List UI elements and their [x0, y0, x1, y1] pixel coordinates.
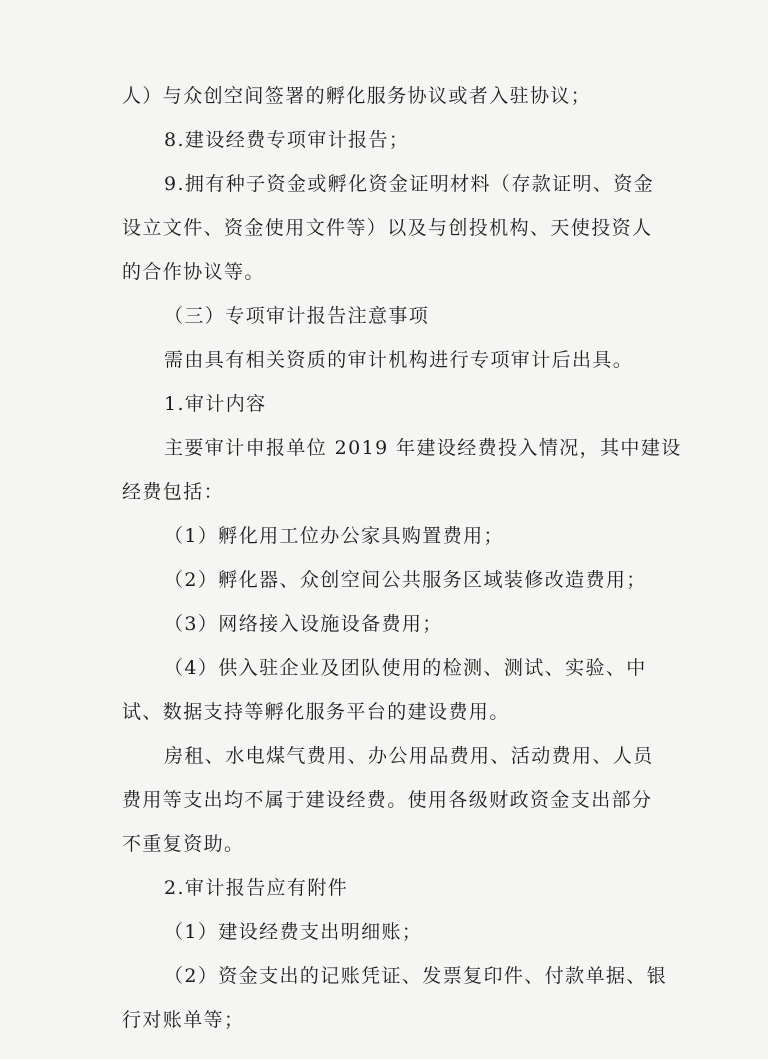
- text-line: 行对账单等；: [122, 1009, 245, 1031]
- text-line: 人）与众创空间签署的孵化服务协议或者入驻协议；: [122, 85, 592, 107]
- section-heading: （三）专项审计报告注意事项: [164, 305, 430, 327]
- text-line: 需由具有相关资质的审计机构进行专项审计后出具。: [164, 349, 634, 371]
- text-line: 费用等支出均不属于建设经费。使用各级财政资金支出部分: [122, 789, 653, 811]
- text-line: 不重复资助。: [122, 833, 245, 855]
- text-line: 8.建设经费专项审计报告；: [164, 129, 410, 151]
- list-item: （4）供入驻企业及团队使用的检测、测试、实验、中: [164, 657, 647, 679]
- text-line: 设立文件、资金使用文件等）以及与创投机构、天使投资人: [122, 217, 653, 239]
- list-item: （2）孵化器、众创空间公共服务区域装修改造费用；: [164, 569, 647, 591]
- document-body: [122, 74, 682, 1042]
- subheading: 2.审计报告应有附件: [164, 877, 349, 899]
- text-line: 试、数据支持等孵化服务平台的建设费用。: [122, 701, 510, 723]
- text-line: 房租、水电煤气费用、办公用品费用、活动费用、人员: [164, 745, 654, 767]
- text-line: 9.拥有种子资金或孵化资金证明材料（存款证明、资金: [164, 173, 655, 195]
- list-item: （1）建设经费支出明细账；: [164, 921, 423, 943]
- text-line: 的合作协议等。: [122, 261, 265, 283]
- list-item: （1）孵化用工位办公家具购置费用；: [164, 525, 504, 547]
- text-line: 主要审计申报单位 2019 年建设经费投入情况，其中建设: [164, 437, 682, 459]
- subheading: 1.审计内容: [164, 393, 267, 415]
- list-item: （2）资金支出的记账凭证、发票复印件、付款单据、银: [164, 965, 668, 987]
- text-line: 经费包括：: [122, 481, 225, 503]
- list-item: （3）网络接入设施设备费用；: [164, 613, 443, 635]
